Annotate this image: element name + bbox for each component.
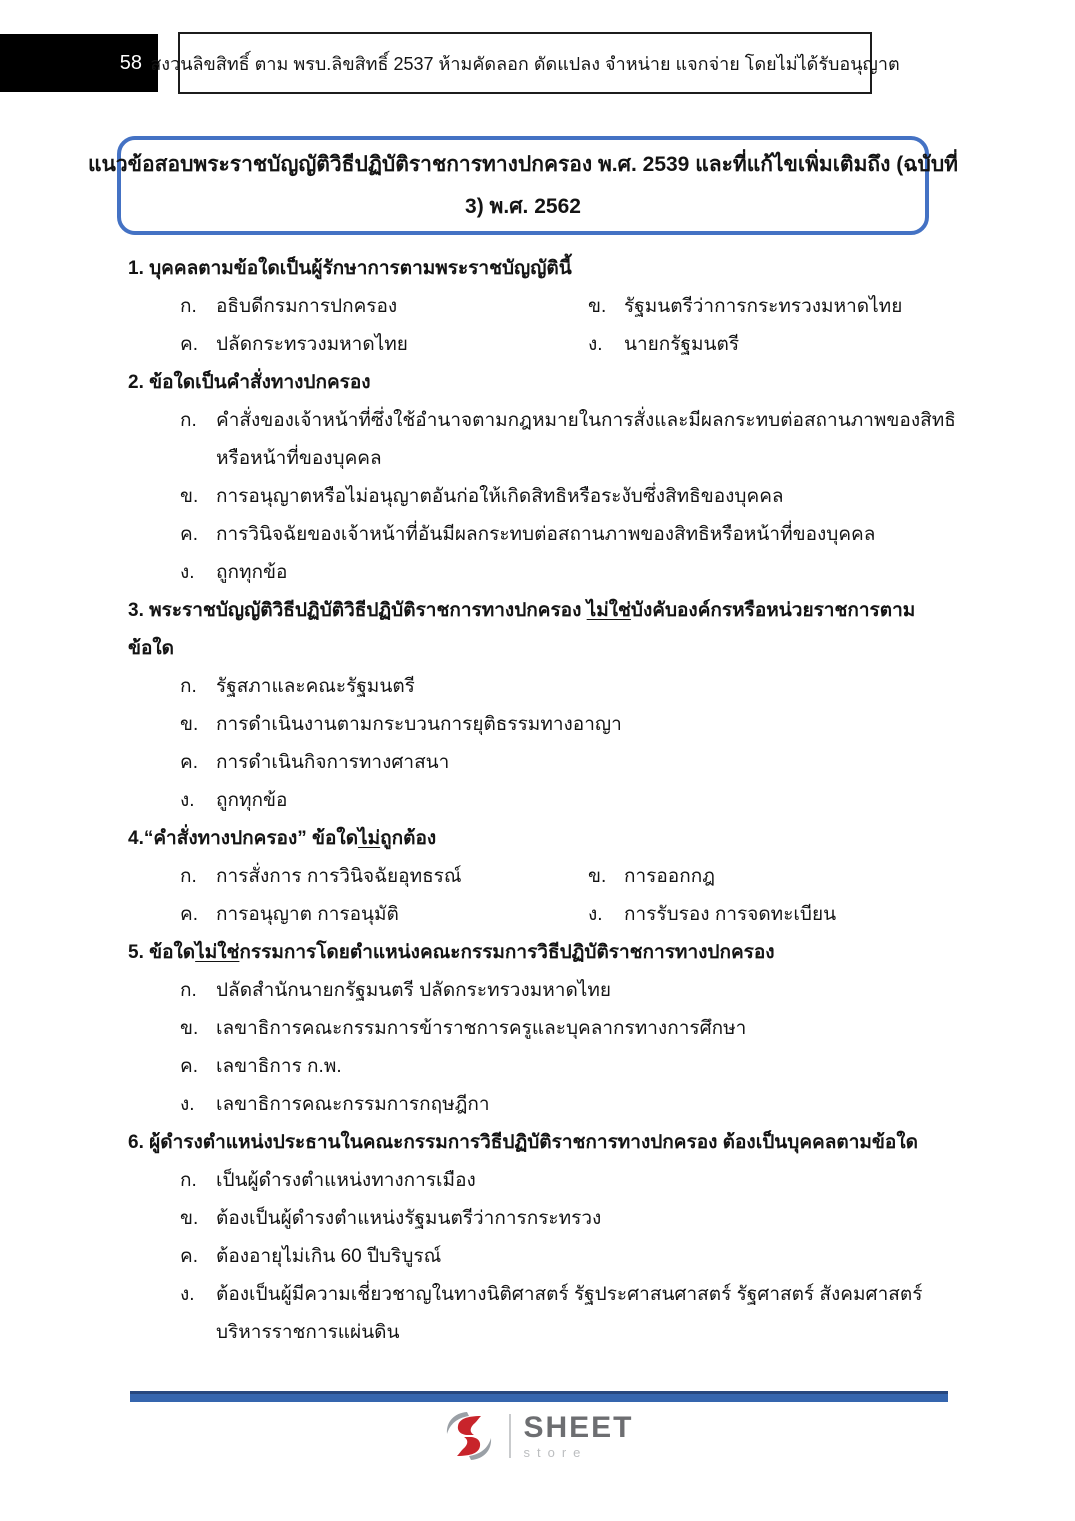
question-4-choices [128, 858, 948, 934]
logo-divider [509, 1414, 511, 1458]
question-4-underlined: ไม่ [358, 828, 381, 849]
choice-label: ค. [180, 904, 198, 925]
choice-text: การอนุญาตหรือไม่อนุญาตอันก่อให้เกิดสิทธิหรือระงับซึ่งสิทธิของบุคคล [216, 486, 784, 507]
choice-text: เป็นผู้ดำรงตำแหน่งทางการเมือง [216, 1170, 476, 1191]
choice-text: ถูกทุกข้อ [216, 790, 288, 811]
question-2-header [128, 364, 948, 402]
choice-text: เลขาธิการคณะกรรมการกฤษฎีกา [216, 1094, 490, 1115]
choice-label: ง. [180, 1284, 195, 1305]
choice-label: ก. [180, 866, 197, 887]
choice-label: ง. [180, 790, 195, 811]
question-3-underlined: ไม่ใช่ [586, 600, 631, 621]
choice-text: ปลัดกระทรวงมหาดไทย [216, 334, 408, 355]
question-1-text: 1. บุคคลตามข้อใดเป็นผู้รักษาการตามพระราชบัญญัตินี้ [128, 258, 572, 279]
choice-text: การดำเนินกิจการทางศาสนา [216, 752, 450, 773]
question-2-choices [128, 402, 956, 592]
choice-text: ต้องเป็นผู้ดำรงตำแหน่งรัฐมนตรีว่าการกระทรวง [216, 1208, 602, 1229]
choice-1-b [588, 288, 948, 326]
question-5-text: 5. ข้อใด [128, 942, 196, 963]
choice-text: การดำเนินงานตามกระบวนการยุติธรรมทางอาญา [216, 714, 622, 735]
question-5-text-cont: กรรมการโดยตำแหน่งคณะกรรมการวิธีปฏิบัติราชการทางปกครอง [239, 942, 775, 963]
question-1 [128, 250, 948, 364]
choice-label: ข. [588, 866, 607, 887]
choice-4-b [588, 858, 948, 896]
choice-label: ง. [180, 1094, 195, 1115]
question-6-choices [128, 1162, 948, 1352]
choice-text: รัฐสภาและคณะรัฐมนตรี [216, 676, 415, 697]
choice-text: นายกรัฐมนตรี [624, 334, 740, 355]
question-3 [128, 592, 948, 820]
copyright-text: สงวนลิขสิทธิ์ ตาม พรบ.ลิขสิทธิ์ 2537 ห้ามคัดลอก ดัดแปลง จำหน่าย แจกจ่าย โดยไม่ได้รับอนุญาต [150, 53, 900, 74]
question-5-underlined: ไม่ใช่ [195, 942, 240, 963]
choice-label: ข. [180, 486, 199, 507]
choice-6-b [180, 1200, 948, 1238]
choice-text: ถูกทุกข้อ [216, 562, 288, 583]
choice-label: ก. [180, 410, 197, 431]
choice-text: คำสั่งของเจ้าหน้าที่ซึ่งใช้อำนาจตามกฎหมายในการสั่งและมีผลกระทบต่อสถานภาพของสิทธิ [216, 410, 956, 431]
choice-1-c [180, 326, 588, 364]
choice-label: ก. [180, 676, 197, 697]
choice-label: ข. [180, 1018, 199, 1039]
choice-label: ค. [180, 1246, 198, 1267]
question-3-header-line-2: ข้อใด [128, 638, 175, 659]
choice-label: ก. [180, 980, 197, 1001]
question-4 [128, 820, 948, 934]
brand-text [523, 1410, 634, 1460]
page-number: 58 [119, 51, 142, 74]
choice-2-c [180, 516, 948, 554]
choice-text-wrap: หรือหน้าที่ของบุคคล [216, 448, 382, 469]
choice-text: ปลัดสำนักนายกรัฐมนตรี ปลัดกระทรวงมหาดไทย [216, 980, 612, 1001]
question-5-header [128, 934, 948, 972]
page-number-box [0, 34, 158, 92]
question-3-choices [128, 668, 948, 820]
choice-text: ต้องอายุไม่เกิน 60 ปีบริบูรณ์ [216, 1246, 442, 1267]
choice-6-d [180, 1276, 948, 1352]
choice-text: อธิบดีกรมการปกครอง [216, 296, 398, 317]
choice-6-a [180, 1162, 948, 1200]
choice-label: ค. [180, 752, 198, 773]
choice-2-d [180, 554, 948, 592]
choice-label: ข. [180, 714, 199, 735]
choice-6-c [180, 1238, 948, 1276]
question-6 [128, 1124, 948, 1352]
question-1-header [128, 250, 948, 288]
choice-text: การอนุญาต การอนุมัติ [216, 904, 399, 925]
choice-1-a [180, 288, 588, 326]
choice-5-c [180, 1048, 948, 1086]
choice-text: เลขาธิการ ก.พ. [216, 1056, 342, 1077]
questions-area [128, 250, 956, 1352]
question-5 [128, 934, 948, 1124]
choice-label: ง. [588, 904, 603, 925]
choice-5-a [180, 972, 948, 1010]
question-3-header [128, 592, 948, 630]
exam-title-line-2: 3) พ.ศ. 2562 [465, 194, 581, 218]
choice-3-a [180, 668, 948, 706]
choice-2-b [180, 478, 948, 516]
choice-text: เลขาธิการคณะกรรมการข้าราชการครูและบุคลากรทางการศึกษา [216, 1018, 747, 1039]
question-2-text: 2. ข้อใดเป็นคำสั่งทางปกครอง [128, 372, 371, 393]
choice-label: ก. [180, 1170, 197, 1191]
choice-label: ก. [180, 296, 197, 317]
footer-divider-bar [130, 1391, 948, 1402]
question-2 [128, 364, 956, 592]
question-3-text-cont: บังคับองค์กรหรือหน่วยราชการตาม [630, 600, 916, 621]
brand-logo [0, 1408, 1075, 1464]
question-4-text: 4.“คำสั่งทางปกครอง” ข้อใด [128, 828, 359, 849]
choice-5-b [180, 1010, 948, 1048]
choice-text: การวินิจฉัยของเจ้าหน้าที่อันมีผลกระทบต่อสถานภาพของสิทธิหรือหน้าที่ของบุคคล [216, 524, 876, 545]
choice-text: รัฐมนตรีว่าการกระทรวงมหาดไทย [624, 296, 903, 317]
choice-label: ค. [180, 334, 198, 355]
choice-label: ง. [588, 334, 603, 355]
choice-4-c [180, 896, 588, 934]
choice-label: ค. [180, 1056, 198, 1077]
choice-label: ค. [180, 524, 198, 545]
choice-4-d [588, 896, 948, 934]
brand-name: SHEET [523, 1410, 634, 1444]
choice-3-b [180, 706, 948, 744]
choice-text: การออกกฎ [624, 866, 715, 887]
choice-label: ข. [588, 296, 607, 317]
choice-label: ข. [180, 1208, 199, 1229]
choice-text: ต้องเป็นผู้มีความเชี่ยวชาญในทางนิติศาสตร์ รัฐประศาสนศาสตร์ รัฐศาสตร์ สังคมศาสตร์ [216, 1284, 923, 1305]
question-6-text: 6. ผู้ดำรงตำแหน่งประธานในคณะกรรมการวิธีปฏิบัติราชการทางปกครอง ต้องเป็นบุคคลตามข้อใด [128, 1132, 918, 1153]
question-4-header [128, 820, 948, 858]
question-1-choices [128, 288, 948, 364]
question-6-header [128, 1124, 948, 1162]
brand-subtitle: store [523, 1444, 588, 1460]
choice-text: การรับรอง การจดทะเบียน [624, 904, 837, 925]
choice-3-d [180, 782, 948, 820]
choice-label: ง. [180, 562, 195, 583]
choice-3-c [180, 744, 948, 782]
sheet-store-logo-icon [441, 1408, 497, 1464]
choice-4-a [180, 858, 588, 896]
exam-title-line-1: แนวข้อสอบพระราชบัญญัติวิธีปฏิบัติราชการทางปกครอง พ.ศ. 2539 และที่แก้ไขเพิ่มเติมถึง (ฉบับที่ [88, 152, 959, 176]
question-5-choices [128, 972, 948, 1124]
question-3-text: 3. พระราชบัญญัติวิธีปฏิบัติวิธีปฏิบัติราชการทางปกครอง [128, 600, 587, 621]
exam-title-box [88, 136, 959, 235]
copyright-box [150, 32, 900, 94]
choice-2-a [180, 402, 956, 478]
choice-1-d [588, 326, 948, 364]
choice-5-d [180, 1086, 948, 1124]
question-4-text-cont: ถูกต้อง [380, 828, 437, 849]
choice-text-wrap: บริหารราชการแผ่นดิน [216, 1322, 400, 1343]
choice-text: การสั่งการ การวินิจฉัยอุทธรณ์ [216, 866, 462, 887]
